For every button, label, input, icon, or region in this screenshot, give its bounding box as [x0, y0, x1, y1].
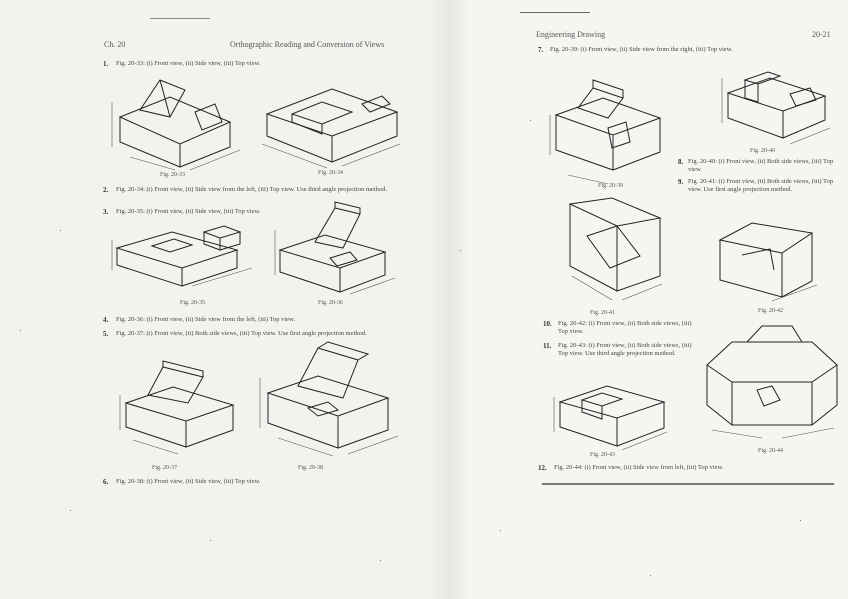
exercise-text: Fig. 20-40: (i) Front view, (ii) Both side views, (iii) Top view. — [688, 158, 834, 173]
figure-caption: Fig. 20-33 — [160, 172, 186, 178]
exercise-number: 7. — [538, 46, 544, 54]
exercise-number: 5. — [103, 330, 109, 338]
scan-speck — [20, 330, 21, 331]
isometric-figure-20-40 — [720, 58, 835, 148]
exercise-number: 8. — [678, 158, 684, 166]
right-page-header-title: Engineering Drawing — [536, 30, 606, 39]
scan-speck — [500, 530, 501, 531]
exercise-text: Fig. 20-35: (i) Front view, (ii) Side view, (iii) Top view. — [116, 208, 261, 215]
exercise-text: Fig. 20-34: (i) Front view, (ii) Side view from the left, (iii) Top view. Use third angle projection method. — [116, 186, 387, 193]
exercise-number: 6. — [103, 478, 109, 486]
scan-speck — [60, 230, 61, 231]
isometric-figure-20-36 — [275, 200, 405, 295]
exercise-text: Fig. 20-36: (i) Front view, (ii) Side view from the left, (iii) Top view. — [116, 316, 295, 323]
scan-speck — [650, 575, 651, 576]
exercise-number: 4. — [103, 316, 109, 324]
figure-caption: Fig. 20-36 — [318, 300, 344, 306]
exercise-text: Fig. 20-39: (i) Front view, (ii) Side view from the right, (iii) Top view. — [550, 46, 733, 53]
exercise-number: 9. — [678, 178, 684, 186]
exercise-text: Fig. 20-44: (i) Front view, (ii) Side view from left, (iii) Top view. — [554, 464, 724, 471]
isometric-figure-20-38 — [258, 338, 403, 458]
exercise-number: 1. — [103, 60, 109, 68]
isometric-figure-20-41 — [562, 196, 667, 306]
figure-caption: Fig. 20-42 — [758, 308, 784, 314]
exercise-number: 2. — [103, 186, 109, 194]
isometric-figure-20-37 — [118, 355, 248, 455]
figure-caption: Fig. 20-35 — [180, 300, 206, 306]
scan-speck — [210, 540, 211, 541]
isometric-figure-20-44 — [702, 320, 842, 440]
exercise-number: 3. — [103, 208, 109, 216]
figure-caption: Fig. 20-44 — [758, 448, 784, 454]
exercise-text: Fig. 20-38: (i) Front view, (ii) Side view, (iii) Top view. — [116, 478, 261, 485]
exercise-text: Fig. 20-41: (i) Front view, (ii) Both side views, (iii) Top view. Use first angle projection method. — [688, 178, 834, 193]
left-page-header-title: Orthographic Reading and Conversion of Views — [230, 40, 385, 49]
exercise-text: Fig. 20-37: (i) Front view, (ii) Both side views, (iii) Top view. Use first angle projection method. — [116, 330, 367, 337]
exercise-text: Fig. 20-33: (i) Front view, (ii) Side view, (iii) Top view. — [116, 60, 261, 67]
isometric-figure-20-35 — [112, 220, 262, 290]
left-page-header-chapter: Ch. 20 — [104, 40, 126, 49]
right-page — [440, 0, 848, 599]
right-page-top-mark — [520, 12, 590, 13]
figure-caption: Fig. 20-40 — [750, 148, 776, 154]
exercise-text: Fig. 20-43: (i) Front view, (ii) Both side views, (iii) Top view. Use third angle projection method. — [558, 342, 692, 357]
figure-caption: Fig. 20-39 — [598, 183, 624, 189]
exercise-number: 12. — [538, 464, 547, 472]
figure-caption: Fig. 20-34 — [318, 170, 344, 176]
figure-caption: Fig. 20-37 — [152, 465, 178, 471]
scan-speck — [380, 560, 381, 561]
figure-caption: Fig. 20-43 — [590, 452, 616, 458]
page-bottom-rule — [542, 483, 834, 485]
scan-speck — [460, 250, 461, 251]
isometric-figure-20-33 — [110, 72, 250, 172]
figure-caption: Fig. 20-38 — [298, 465, 324, 471]
isometric-figure-20-39 — [548, 70, 668, 185]
right-page-header-page-number: 20-21 — [812, 30, 831, 39]
exercise-number: 11. — [543, 342, 552, 350]
book-gutter — [430, 0, 470, 599]
exercise-text: Fig. 20-42: (i) Front view, (ii) Both side views, (iii) Top view. — [558, 320, 692, 335]
scan-speck — [70, 510, 71, 511]
scan-speck — [800, 520, 801, 521]
isometric-figure-20-43 — [552, 372, 672, 452]
scan-speck — [530, 120, 531, 121]
exercise-number: 10. — [543, 320, 552, 328]
isometric-figure-20-34 — [262, 74, 402, 169]
isometric-figure-20-42 — [712, 215, 822, 305]
figure-caption: Fig. 20-41 — [590, 310, 616, 316]
left-page-top-mark — [150, 18, 210, 19]
